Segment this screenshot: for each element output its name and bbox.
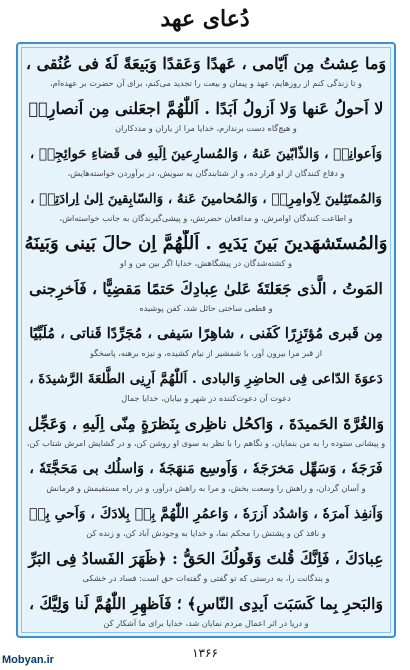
verse-line [24, 95, 388, 134]
persian-translation: و دریا در اثر اعمال مردم نمایان شد، خدایا برای ما آشکار کن [103, 618, 309, 628]
arabic-text: لا اَحولُ عَنها وَلا اَزولُ اَبَدًا . اَللّٰهُمَّ اجعَلنی مِن اَنصارِهٖ [28, 99, 384, 118]
verse-line [24, 365, 388, 404]
verse-line [24, 320, 388, 359]
verse-line [24, 410, 388, 449]
persian-translation: و دفاع کنندگان از او قرار ده، و از شتابندگان به سویش، در برآوردن خواسته‌هایش، [67, 168, 345, 178]
persian-translation: و تا زندگی کنم از روزهایم، عهد و پیمان و بیعت را تجدید می‌کنم، برای آن حضرت بر عهده‌ام، [49, 78, 363, 88]
arabic-text: وَالمُمتَثِلینَ لِاَوامِرِهٖ ، وَالمُحامینَ عَنهُ ، وَالسّابِقینَ اِلیٰ اِرادَتِهٖ ، [30, 191, 382, 207]
verse-line [24, 230, 388, 269]
arabic-text: وَاَنفِذ اَمرَهٗ ، وَاشدُد اَزرَهٗ ، وَاعمُرِ اللّٰهُمَّ بِهٖ بِلادَكَ ، وَاَحیِ بِهٖ [29, 506, 383, 522]
page [6, 4, 404, 664]
arabic-text: وَالبَحرِ بِما كَسَبَت اَیدِی النّاسِ﴾ ؛ فَاَظهِرِ اللّٰهُمَّ لَنا وَلِیَّكَ ، [29, 594, 383, 613]
verse-line [24, 545, 388, 584]
arabic-text: عِبادَكَ ، فَاِنَّكَ قُلتَ وَقَولُكَ الحَقُّ : ﴿ظَهَرَ الفَسادُ فِی البَرِّ [28, 549, 384, 568]
watermark: Mobyan.ir [2, 654, 54, 666]
arabic-text: مِن قَبری مُؤتَزِرًا كَفَنی ، شاهِرًا سَیفی ، مُجَرِّدًا قَناتی ، مُلَبِّیًا [29, 325, 383, 342]
persian-translation: و بندگانت را، به درستی که تو گفتی و گفته‌ات حق است: فساد در خشکی [82, 573, 330, 583]
persian-translation: و اطاعت کنندگان اوامرش، و مدافعان حضرتش، و پیشی‌گیرندگان به جانب خواسته‌اش، [59, 213, 353, 223]
page-number: ۱۳۶۶ [192, 646, 218, 660]
text-frame [16, 42, 396, 638]
page-title: دُعای عهد [160, 6, 250, 32]
verse-line [24, 590, 388, 629]
persian-translation: و آسان گردان، و راهش را وسعت بخش، و مرا به راهش درآور، و در راه مستقیمش و فرمانش [46, 483, 366, 493]
verse-line [24, 50, 388, 89]
verse-line [24, 185, 388, 224]
arabic-text: المَوتُ ، الَّذی جَعَلتَهٗ عَلیٰ عِبادِكَ حَتمًا مَقضِیًّا ، فَاَخرِجنی [29, 279, 383, 298]
verse-line [24, 140, 388, 179]
verse-line [24, 500, 388, 539]
persian-translation: و کشته‌شدگان در پیشگاهش، خدایا اگر بین من و او [120, 258, 292, 268]
arabic-text: دَعوَةَ الدّاعی فِی الحاضِرِ وَالبادی . اَللّٰهُمَّ اَرِنِی الطَّلعَةَ الرَّشیدَةَ ، [29, 371, 383, 387]
arabic-text: فَرَجَهٗ ، وَسَهِّل مَخرَجَهٗ ، وَاَوسِع مَنهَجَهٗ ، وَاسلُك بی مَحَجَّتَهٗ ، [29, 460, 383, 477]
persian-translation: و قطعی ساختی حائل شد، کفن پوشیده [139, 303, 273, 313]
persian-translation: و پیشانی ستوده را به من بنمایان، و نگاهم را با نظر به سوی او روشن کن، و در گشایش امرش شتاب کن، [26, 438, 386, 448]
arabic-text: وَما عِشتُ مِن اَیّامی ، عَهدًا وَعَقدًا وَبَیعَةً لَهٗ فی عُنُقی ، [25, 54, 387, 73]
arabic-text: وَالغُرَّةَ الحَمیدَةَ ، وَاكحُل ناظِری بِنَظرَةٍ مِنّی اِلَیهِ ، وَعَجِّل [28, 414, 384, 433]
persian-translation: دعوت آن دعوت‌کننده در شهر و بیابان، خدایا جمال [121, 393, 291, 403]
persian-translation: و هیچ‌گاه دست برندارم، خدایا مرا از یاران و مددکاران [115, 123, 297, 133]
arabic-text: وَالمُستَشهَدینَ بَینَ یَدَیهِ . اَللّٰهُمَّ اِن حالَ بَینی وَبَینَهُ [24, 233, 388, 254]
arabic-text: وَاَعوانِهٖ ، وَالذّابّینَ عَنهُ ، وَالمُسارِعینَ اِلَیهِ فی قَضاءِ حَوائِجِهٖ ، [29, 146, 383, 162]
verse-line [24, 455, 388, 494]
verse-line [24, 275, 388, 314]
persian-translation: و نافذ کن و پشتش را محکم نما، و خدایا به وجودش آباد کن، و زنده کن [86, 528, 326, 538]
persian-translation: از قبر مرا بیرون آور، با شمشیر از نیام کشیده، و نیزه برهنه، پاسخگو [89, 348, 323, 358]
